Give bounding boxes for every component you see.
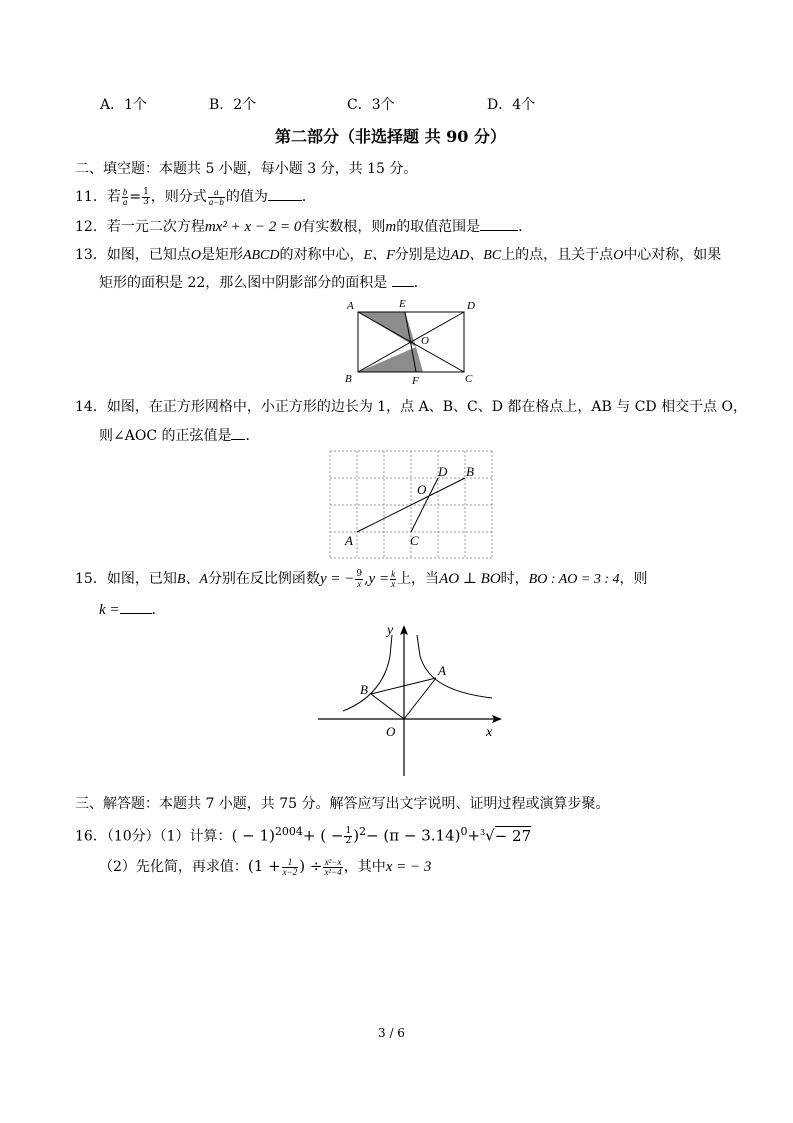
q11-frac1-den: a [122, 196, 128, 207]
q14-answer-blank[interactable] [231, 427, 245, 440]
q15-segment-ao [404, 678, 436, 719]
q16-number: 16．（10分） [75, 828, 160, 845]
part3-heading: 三、解答题：本题共 7 小题，共 75 分。解答应写出文字说明、证明过程或演算步聚。 [75, 796, 610, 812]
q16-f2-num: x²−x [324, 856, 342, 867]
q13-text-a: 如图，已知点 [106, 247, 191, 263]
question-15-line1 [75, 568, 648, 589]
q15-segment-bo [371, 694, 404, 719]
q15-text-c: 上，当 [397, 571, 440, 587]
q13-point-o2: O [613, 248, 624, 263]
q15-hyperbola-figure [316, 618, 508, 780]
q11-suffix: 的值为 [225, 189, 268, 205]
q16-radicand: − 27 [494, 826, 532, 845]
q16-term-neg1: ( − 1) [231, 826, 275, 845]
q16-exp-2: 2 [359, 825, 367, 838]
q13-label-a: A [347, 300, 354, 312]
q13-label-o: O [421, 335, 429, 347]
q13-sides: AD、BC [450, 248, 502, 263]
q11-frac-one-third [142, 188, 150, 207]
question-11: 11．若 $\frac{b}{a}$ = $\frac{1}{3}$ ，则分式 $\frac{a}{a-b}$ 的值为 ． [75, 186, 316, 207]
q13-point-o: O [190, 248, 201, 263]
q15-label-o: O [386, 724, 396, 739]
q12-answer-blank[interactable] [480, 218, 518, 231]
q15-text-b: 分别在反比例函数 [207, 571, 320, 587]
q16-sub2-a: (1 + [247, 857, 281, 875]
q16-sub2-label: （2）先化简，再求值： [99, 859, 248, 875]
q13-text-d: 分别是边 [394, 247, 451, 263]
q15-answer-blank[interactable] [120, 601, 152, 614]
q11-frac1-num: b [122, 186, 128, 197]
question-13-line1 [75, 244, 721, 264]
option-d: D．4个 [487, 97, 536, 113]
q12-mid: 有实数根，则 [301, 219, 386, 235]
q11-frac-b-a [122, 188, 129, 207]
q13-text-e: 上的点，且关于点 [501, 247, 614, 263]
q13-rectangle-figure [340, 296, 480, 388]
q11-frac3-den: a−b [208, 196, 224, 207]
q13-text-f: 中心对称，如果 [623, 247, 722, 263]
q16-term-b: + ( − [302, 826, 344, 845]
q13-label-f: F [412, 375, 419, 387]
q14-label-a: A [345, 533, 353, 548]
q12-prefix: 若一元二次方程 [106, 219, 205, 235]
q16-term-c: ) [353, 826, 360, 845]
q11-answer-blank[interactable] [268, 188, 302, 201]
q11-eq: = [129, 189, 142, 205]
q16-term-pi: − (π − 3.14) [366, 826, 461, 845]
option-a: A．1个 [100, 97, 148, 113]
q13-label-c: C [465, 373, 473, 385]
q15-number: 15． [75, 571, 107, 587]
q15-frac-9-x [355, 570, 363, 589]
q15-points-ba: B、A [176, 572, 208, 587]
q16-f2-den: x²−4 [324, 866, 342, 877]
q14-label-d: D [438, 464, 448, 479]
q15-text-a: 如图，已知 [106, 571, 177, 587]
q11-frac2-den: 3 [143, 196, 149, 207]
q13-label-b: B [345, 373, 352, 385]
q15-label-a: A [438, 663, 446, 678]
q13-text-c: 的对称中心， [279, 247, 364, 263]
q15-text-e: ，则 [619, 571, 648, 587]
q16-half-num: 1 [345, 826, 352, 837]
q13-line2: 矩形的面积是 22，那么图中阴影部分的面积是 [99, 275, 388, 291]
page-number: 3 / 6 [378, 1026, 405, 1040]
q13-label-d: D [467, 300, 475, 312]
q15-f2-num: k [391, 568, 396, 579]
q11-number: 11． [75, 189, 107, 205]
question-16-part2 [99, 856, 431, 877]
question-13-line2: 矩形的面积是 22，那么图中阴影部分的面积是 ． [99, 275, 428, 291]
q16-frac-x2x-over-x24 [323, 858, 342, 877]
q11-frac2-num: 1 [143, 186, 149, 197]
q16-exp-2004: 2004 [274, 825, 303, 838]
q15-curve-left [343, 635, 392, 711]
q12-var: m [385, 219, 397, 235]
q15-text-d: 时， [500, 571, 529, 587]
q13-answer-blank[interactable] [392, 274, 414, 287]
q16-f1-den: x−2 [282, 866, 298, 877]
q15-func1: y = − [319, 571, 355, 587]
q15-f2-den: x [391, 578, 396, 589]
q11-prefix: 若 [106, 189, 121, 205]
q16-half-den: 2 [345, 836, 352, 847]
q15-ratio: BO : AO = 3 : 4 [528, 572, 620, 587]
q15-label-b: B [360, 682, 368, 697]
q13-label-e: E [399, 298, 406, 310]
q12-suffix: 的取值范围是 [396, 219, 481, 235]
question-14-line1 [75, 396, 747, 416]
question-15-line2: k = ． [99, 602, 166, 618]
option-b: B．2个 [209, 97, 257, 113]
q13-text-b: 是矩形 [200, 247, 243, 263]
q16-exp-0: 0 [460, 825, 468, 838]
q15-label-x: x [486, 725, 493, 740]
q11-frac3-num: a [208, 188, 225, 198]
option-c: C．3个 [347, 97, 395, 113]
q13-number: 13． [75, 247, 107, 263]
q14-label-b: B [466, 464, 474, 479]
q14-label-c: C [410, 533, 419, 548]
q15-f1-den: x [357, 578, 362, 589]
q16-f1-num: 1 [282, 858, 299, 868]
q11-mid: ，则分式 [150, 189, 207, 205]
section-title: 第二部分（非选择题 共 90 分） [275, 127, 506, 146]
q14-number: 14． [75, 399, 107, 415]
q16-sub1-label: （1）计算： [159, 828, 232, 845]
question-14-line2: 则∠AOC 的正弦值是 ． [99, 428, 260, 444]
question-12: 12．若一元二次方程mx² + x − 2 = 0有实数根，则m的取值范围是 ． [75, 219, 533, 235]
q13-rect-name: ABCD [242, 248, 280, 263]
q15-comma: , [364, 571, 369, 587]
q16-term-plus: + [467, 826, 481, 845]
q16-sub2-b: ) ÷ [299, 857, 323, 875]
q13-points-ef: E、F [363, 248, 395, 263]
part2-heading: 二、填空题：本题共 5 小题，每小题 3 分，共 15 分。 [75, 161, 418, 177]
question-16-part1 [75, 825, 531, 846]
q16-radical-sign: √ [485, 826, 495, 845]
q15-label-y: y [387, 623, 394, 638]
q14-line1: 如图，在正方形网格中，小正方形的边长为 1，点 A、B、C、D 都在格点上，AB 与 CD 相交于点 O， [106, 399, 748, 415]
q16-frac-1-over-x-2 [282, 858, 299, 877]
q16-frac-half [344, 827, 352, 846]
q11-frac-a-over-a-minus-b [208, 188, 225, 207]
q15-perp: AO ⊥ BO [439, 571, 501, 587]
q16-sub2-c: ，其中 [343, 859, 386, 875]
q14-line2: 则∠AOC 的正弦值是 [99, 428, 232, 444]
q16-root-index: 3 [480, 828, 486, 837]
q16-sub2-value: x = − 3 [385, 859, 432, 875]
q12-equation: mx² + x − 2 = 0 [204, 219, 302, 235]
q14-grid-figure [328, 448, 496, 560]
q15-func2: y = [368, 571, 390, 587]
q14-label-o: O [417, 482, 427, 497]
q15-f1-num: 9 [356, 568, 363, 579]
q12-number: 12． [75, 219, 107, 235]
q15-frac-k-x [390, 570, 396, 589]
q15-k-eq: k = [99, 602, 120, 618]
